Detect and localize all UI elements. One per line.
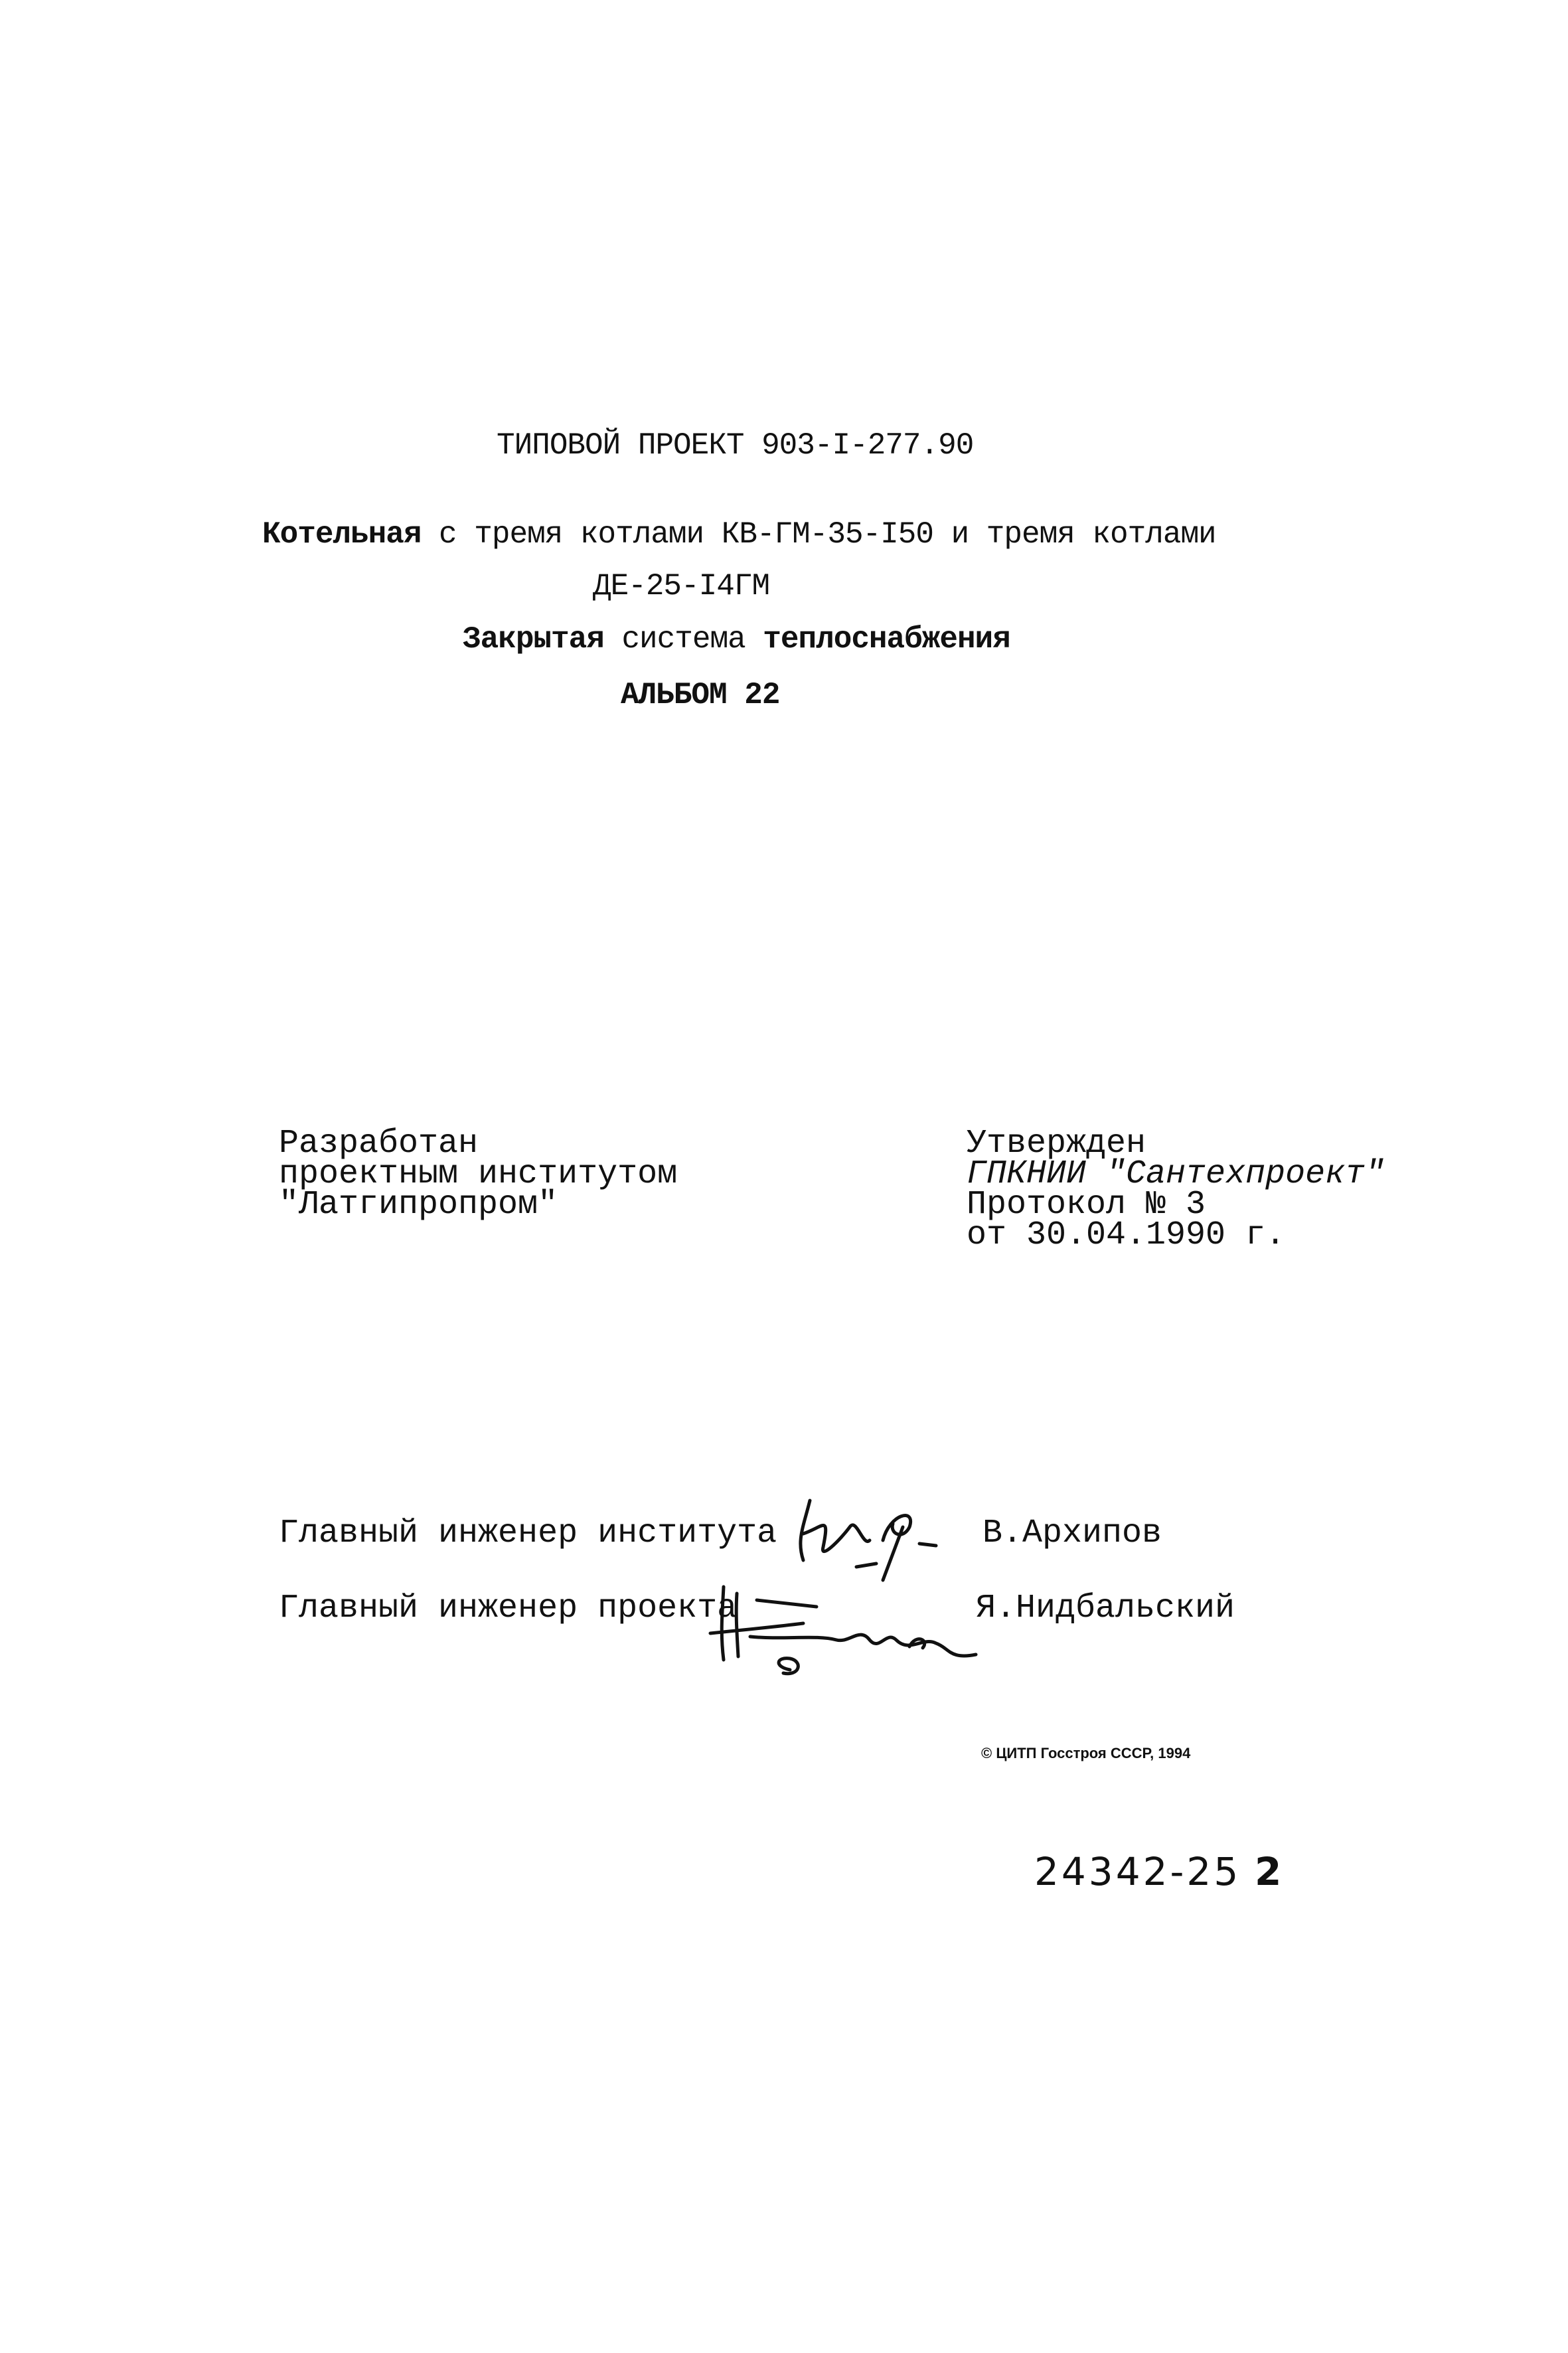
- developed-line1: Разработан: [279, 1125, 479, 1163]
- heating-system: [463, 624, 1010, 655]
- chief-engineer-project-role: Главный инженер проекта: [279, 1589, 738, 1627]
- approved-block: [967, 1125, 1385, 1254]
- chief-engineer-institute-name: В.Архипов: [982, 1514, 1162, 1552]
- document-number: 24342-25: [1034, 1849, 1241, 1894]
- project-subject-line2: ДЕ-25-I4ГМ: [593, 569, 770, 604]
- chief-engineer-project-name: Я.Нидбальский: [976, 1589, 1235, 1627]
- developed-by-block: [279, 1125, 678, 1224]
- project-subject-rest: с тремя котлами КВ-ГМ-35-I50 и тремя котлами: [421, 517, 1216, 552]
- approved-line2: ГПКНИИ "Сантехпроект": [967, 1155, 1385, 1193]
- chief-engineer-institute-role: Главный инженер института: [279, 1514, 777, 1552]
- approved-line4: от 30.04.1990 г.: [967, 1216, 1286, 1254]
- developed-line3: "Латгипропром": [279, 1186, 558, 1224]
- project-title: ТИПОВОЙ ПРОЕКТ 903-I-277.90: [497, 428, 974, 463]
- album-label: АЛЬБОМ 22: [621, 678, 780, 712]
- copyright-note: © ЦИТП Госстроя СССР, 1994: [981, 1745, 1191, 1761]
- heating-system-bold1: Закрытая: [463, 622, 604, 657]
- approved-line1: Утвержден: [967, 1125, 1146, 1163]
- sheet-number: 2: [1255, 1849, 1285, 1894]
- heating-system-mid: система: [603, 622, 763, 657]
- project-subject: [262, 519, 1216, 550]
- heating-system-bold2: теплоснабжения: [763, 622, 1010, 657]
- approved-line3: Протокол № 3: [967, 1186, 1206, 1224]
- signature-nidbalsky: [710, 1574, 989, 1680]
- project-subject-bold: Котельная: [262, 517, 422, 552]
- developed-line2: проектным институтом: [279, 1155, 678, 1193]
